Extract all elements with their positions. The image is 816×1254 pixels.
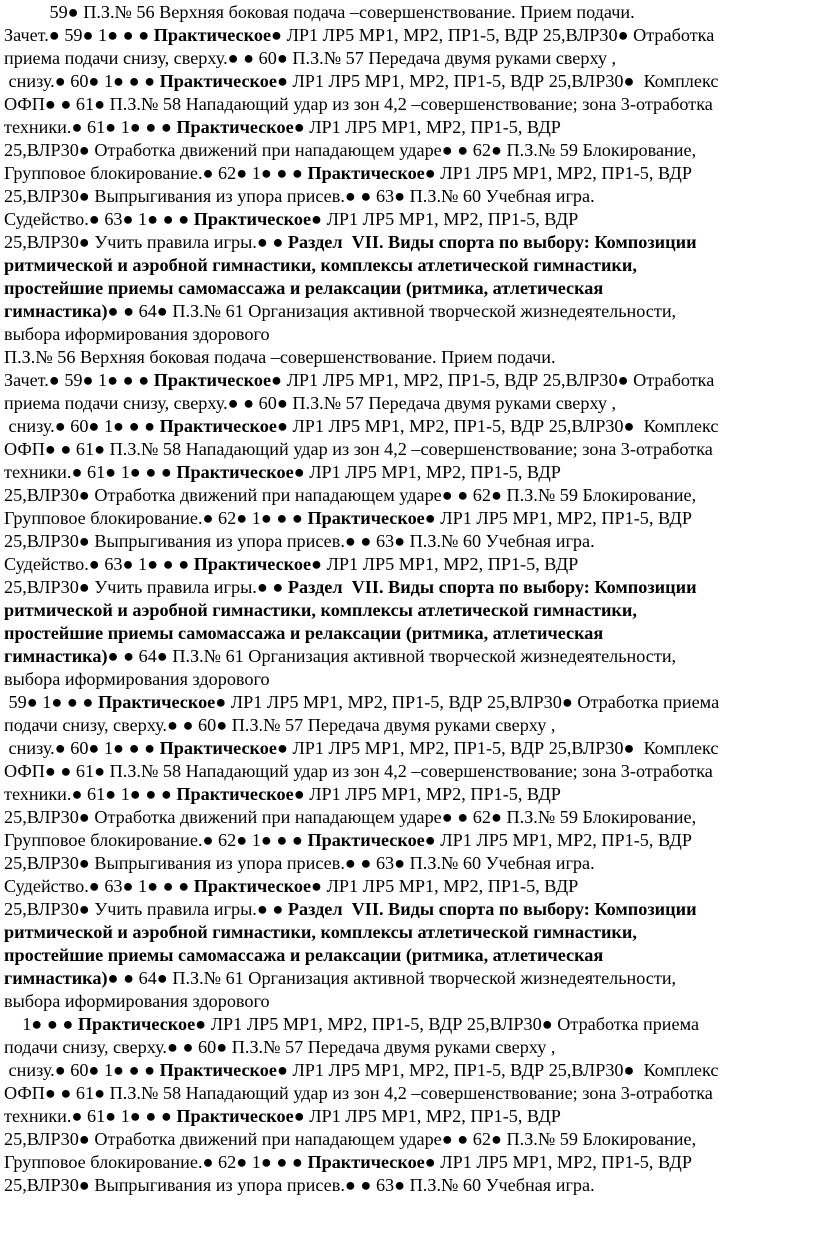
text-run: ● ЛР1 ЛР5 МР1, МР2, ПР1-5, ВДР [293,117,561,137]
bold-text: Раздел VII. Виды спорта по выбору: Композиции [287,899,697,919]
text-line [4,24,714,47]
text-line [4,553,578,576]
bold-text: Практическое [159,416,277,436]
text-run: ОФП● ● 61● П.З.№ 58 Нападающий удар из зон 4,2 –совершенствование; зона 3-отработка [4,439,713,459]
text-run: 25,ВЛР30● Выпрыгивания из упора присев.● ● 63● П.З.№ 60 Учебная игра. [4,1175,595,1195]
text-line [4,783,561,806]
text-line [4,576,697,599]
text-run: техники.● 61● 1● ● ● [4,1106,177,1126]
text-run: подачи снизу, сверху.● ● 60● П.З.№ 57 Передача двумя руками сверху , [4,715,556,735]
text-run: 25,ВЛР30● Учить правила игры.● ● [4,899,288,919]
bold-text: гимнастика) [4,646,108,666]
bold-text: Практическое [307,508,425,528]
text-run: ● ЛР1 ЛР5 МР1, МР2, ПР1-5, ВДР 25,ВЛР30● Отработка приема [215,692,720,712]
text-line [4,300,676,323]
text-run: ● ЛР1 ЛР5 МР1, МР2, ПР1-5, ВДР 25,ВЛР30● Отработка [271,25,715,45]
text-line [4,530,595,553]
text-run: выбора иформирования здорового [4,324,270,344]
text-line [4,208,578,231]
text-line [4,737,718,760]
text-line [4,162,692,185]
text-run: Судейство.● 63● 1● ● ● [4,554,194,574]
bold-text: простейшие приемы самомассажа и релаксации (ритмика, атлетическая [4,945,604,965]
text-run: ● ● 64● П.З.№ 61 Организация активной творческой жизнедеятельности, [107,301,677,321]
text-line [4,70,718,93]
text-line [4,139,696,162]
text-run: Зачет.● 59● 1● ● ● [4,370,154,390]
text-line [4,484,696,507]
text-line [4,1013,699,1036]
text-line [4,1128,696,1151]
bold-text: Практическое [193,209,312,229]
text-run: ● ЛР1 ЛР5 МР1, МР2, ПР1-5, ВДР [311,876,579,896]
text-line [4,898,697,921]
text-run: выбора иформирования здорового [4,669,270,689]
text-line [4,1059,718,1082]
text-run: 25,ВЛР30● Выпрыгивания из упора присев.● ● 63● П.З.№ 60 Учебная игра. [4,853,595,873]
text-run: снизу.● 60● 1● ● ● [4,71,160,91]
text-run: техники.● 61● 1● ● ● [4,117,177,137]
text-run: 25,ВЛР30● Отработка движений при нападающем ударе● ● 62● П.З.№ 59 Блокирование, [4,485,697,505]
bold-text: ритмической и аэробной гимнастики, комплексы атлетической гимнастики, [4,922,637,942]
text-line [4,760,713,783]
text-line [4,875,578,898]
bold-text: Раздел VII. Виды спорта по выбору: Композиции [287,232,697,252]
text-line [4,323,270,346]
text-run: 25,ВЛР30● Учить правила игры.● ● [4,577,288,597]
text-run: Групповое блокирование.● 62● 1● ● ● [4,1152,308,1172]
text-run: снизу.● 60● 1● ● ● [4,1060,160,1080]
text-run: Групповое блокирование.● 62● 1● ● ● [4,508,308,528]
text-line [4,691,719,714]
text-run: 59● П.З.№ 56 Верхняя боковая подача –совершенствование. Прием подачи. [4,2,635,22]
text-run: техники.● 61● 1● ● ● [4,784,177,804]
text-line [4,254,637,277]
bold-text: Практическое [176,462,294,482]
text-line [4,599,637,622]
bold-text: Практическое [176,1106,294,1126]
text-line [4,622,603,645]
bold-text: Практическое [159,1060,277,1080]
text-line [4,645,676,668]
text-run: Судейство.● 63● 1● ● ● [4,876,194,896]
bold-text: Практическое [193,554,312,574]
bold-text: Практическое [307,1152,425,1172]
text-line [4,1105,561,1128]
text-run: ● ● 64● П.З.№ 61 Организация активной творческой жизнедеятельности, [107,968,677,988]
text-run: 59● 1● ● ● [4,692,98,712]
bold-text: Практическое [97,692,216,712]
bold-text: Практическое [307,830,425,850]
text-line [4,369,714,392]
text-line [4,47,616,70]
text-run: П.З.№ 56 Верхняя боковая подача –совершенствование. Прием подачи. [4,347,556,367]
text-run: Групповое блокирование.● 62● 1● ● ● [4,163,308,183]
text-line [4,852,595,875]
text-run: 25,ВЛР30● Выпрыгивания из упора присев.● ● 63● П.З.№ 60 Учебная игра. [4,531,595,551]
text-run: ● ЛР1 ЛР5 МР1, МР2, ПР1-5, ВДР 25,ВЛР30● Комплекс [276,738,719,758]
text-line [4,231,697,254]
text-run: ● ЛР1 ЛР5 МР1, МР2, ПР1-5, ВДР 25,ВЛР30● Отработка [271,370,715,390]
text-run: Групповое блокирование.● 62● 1● ● ● [4,830,308,850]
text-run: ● ЛР1 ЛР5 МР1, МР2, ПР1-5, ВДР [424,163,692,183]
text-line [4,1,635,24]
text-line [4,1151,692,1174]
bold-text: ритмической и аэробной гимнастики, комплексы атлетической гимнастики, [4,600,637,620]
bold-text: простейшие приемы самомассажа и релаксации (ритмика, атлетическая [4,623,604,643]
text-line [4,806,696,829]
bold-text: Раздел VII. Виды спорта по выбору: Композиции [287,577,697,597]
text-line [4,346,556,369]
text-line [4,277,603,300]
text-line [4,944,603,967]
text-run: ОФП● ● 61● П.З.№ 58 Нападающий удар из зон 4,2 –совершенствование; зона 3-отработка [4,761,713,781]
text-run: ● ЛР1 ЛР5 МР1, МР2, ПР1-5, ВДР [311,209,579,229]
text-line [4,990,270,1013]
text-line [4,668,270,691]
text-line [4,967,676,990]
text-run: ● ЛР1 ЛР5 МР1, МР2, ПР1-5, ВДР [293,1106,561,1126]
text-run: ● ЛР1 ЛР5 МР1, МР2, ПР1-5, ВДР [293,462,561,482]
bold-text: Практическое [176,117,294,137]
text-run: ОФП● ● 61● П.З.№ 58 Нападающий удар из зон 4,2 –совершенствование; зона 3-отработка [4,1083,713,1103]
bold-text: Практическое [159,738,277,758]
bold-text: ритмической и аэробной гимнастики, комплексы атлетической гимнастики, [4,255,637,275]
text-run: ОФП● ● 61● П.З.№ 58 Нападающий удар из зон 4,2 –совершенствование; зона 3-отработка [4,94,713,114]
bold-text: простейшие приемы самомассажа и релаксации (ритмика, атлетическая [4,278,604,298]
bold-text: Практическое [193,876,312,896]
text-run: 25,ВЛР30● Отработка движений при нападающем ударе● ● 62● П.З.№ 59 Блокирование, [4,140,697,160]
text-line [4,921,637,944]
bold-text: Практическое [77,1014,196,1034]
text-line [4,392,616,415]
text-run: 25,ВЛР30● Учить правила игры.● ● [4,232,288,252]
bold-text: Практическое [153,25,272,45]
text-run: Зачет.● 59● 1● ● ● [4,25,154,45]
text-run: ● ЛР1 ЛР5 МР1, МР2, ПР1-5, ВДР [293,784,561,804]
text-run: Судейство.● 63● 1● ● ● [4,209,194,229]
text-line [4,1174,595,1197]
text-run: приема подачи снизу, сверху.● ● 60● П.З.№ 57 Передача двумя руками сверху , [4,48,617,68]
text-run: выбора иформирования здорового [4,991,270,1011]
text-run: ● ЛР1 ЛР5 МР1, МР2, ПР1-5, ВДР 25,ВЛР30● Комплекс [276,1060,719,1080]
text-run: ● ЛР1 ЛР5 МР1, МР2, ПР1-5, ВДР 25,ВЛР30● Отработка приема [195,1014,700,1034]
text-run: ● ЛР1 ЛР5 МР1, МР2, ПР1-5, ВДР 25,ВЛР30● Комплекс [276,71,719,91]
text-line [4,93,713,116]
text-run: ● ● 64● П.З.№ 61 Организация активной творческой жизнедеятельности, [107,646,677,666]
text-run: 25,ВЛР30● Отработка движений при нападающем ударе● ● 62● П.З.№ 59 Блокирование, [4,807,697,827]
text-run: приема подачи снизу, сверху.● ● 60● П.З.№ 57 Передача двумя руками сверху , [4,393,617,413]
text-line [4,461,561,484]
text-line [4,507,692,530]
text-run: ● ЛР1 ЛР5 МР1, МР2, ПР1-5, ВДР [424,508,692,528]
text-run: ● ЛР1 ЛР5 МР1, МР2, ПР1-5, ВДР 25,ВЛР30● Комплекс [276,416,719,436]
text-run: техники.● 61● 1● ● ● [4,462,177,482]
text-run: снизу.● 60● 1● ● ● [4,738,160,758]
bold-text: Практическое [153,370,272,390]
text-line [4,714,555,737]
text-run: снизу.● 60● 1● ● ● [4,416,160,436]
text-run: 25,ВЛР30● Выпрыгивания из упора присев.● ● 63● П.З.№ 60 Учебная игра. [4,186,595,206]
text-run: ● ЛР1 ЛР5 МР1, МР2, ПР1-5, ВДР [424,830,692,850]
bold-text: Практическое [307,163,425,183]
text-run: 1● ● ● [4,1014,78,1034]
text-line [4,116,561,139]
bold-text: Практическое [176,784,294,804]
text-line [4,185,595,208]
text-line [4,415,718,438]
text-run: 25,ВЛР30● Отработка движений при нападающем ударе● ● 62● П.З.№ 59 Блокирование, [4,1129,697,1149]
text-run: подачи снизу, сверху.● ● 60● П.З.№ 57 Передача двумя руками сверху , [4,1037,556,1057]
text-run: ● ЛР1 ЛР5 МР1, МР2, ПР1-5, ВДР [311,554,579,574]
text-line [4,829,692,852]
bold-text: гимнастика) [4,301,108,321]
text-run: ● ЛР1 ЛР5 МР1, МР2, ПР1-5, ВДР [424,1152,692,1172]
text-line [4,1082,713,1105]
text-line [4,438,713,461]
bold-text: Практическое [159,71,277,91]
bold-text: гимнастика) [4,968,108,988]
text-line [4,1036,555,1059]
